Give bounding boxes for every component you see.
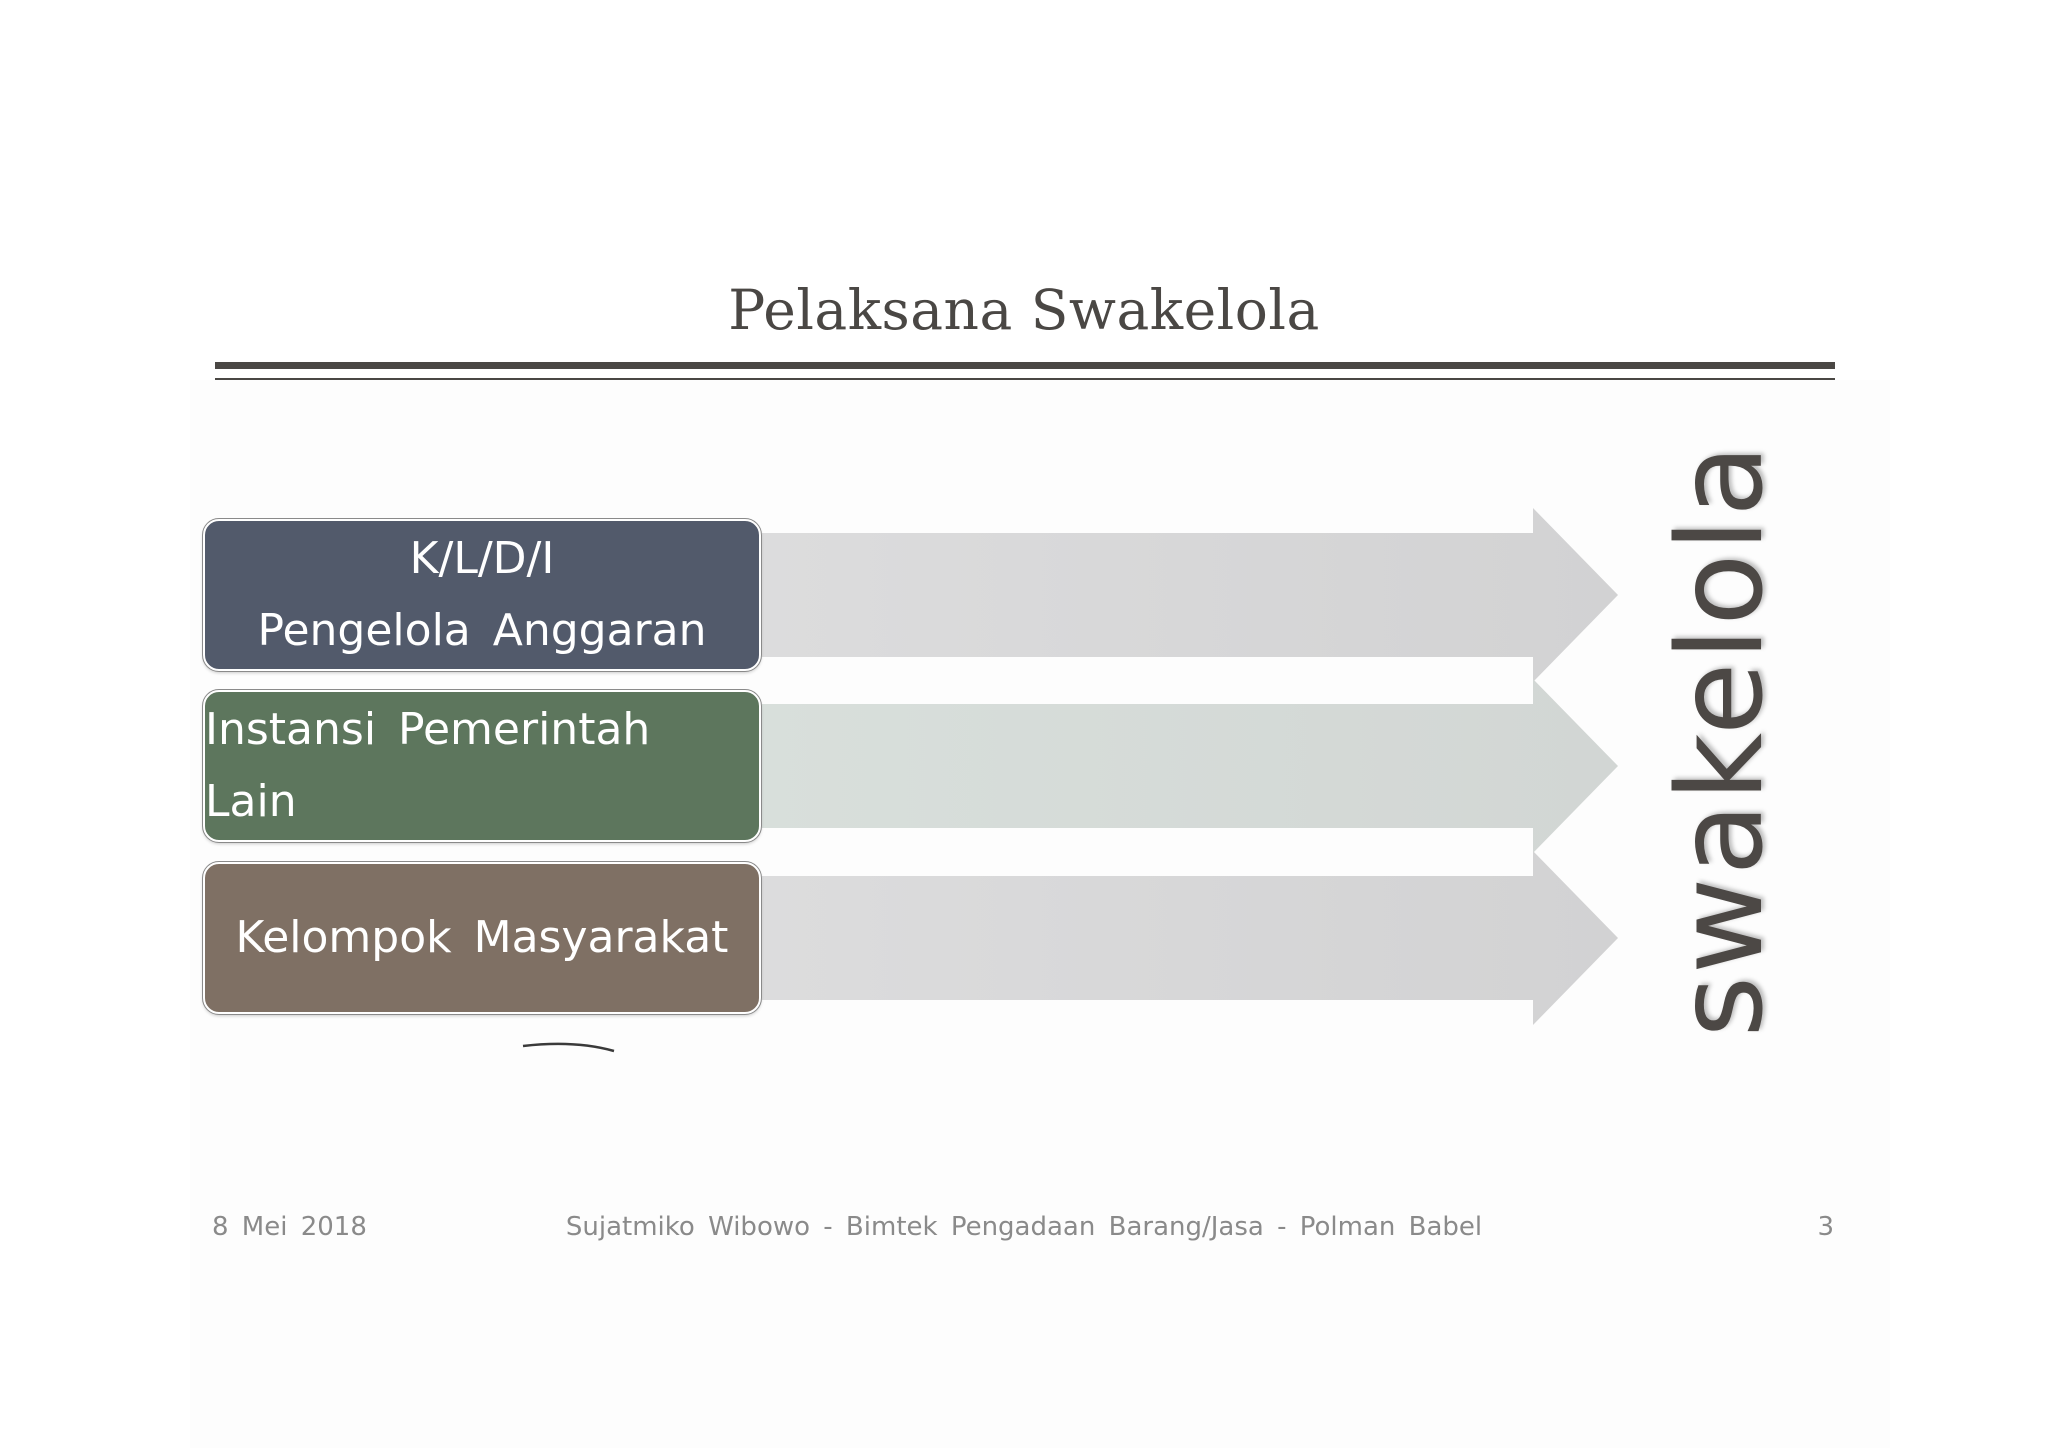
arrow-2: [762, 679, 1618, 853]
kldi-box: [203, 519, 761, 671]
slide-title: Pelaksana Swakelola: [728, 278, 1320, 342]
page-number: 3: [1817, 1212, 1834, 1242]
kelompok-label: Kelompok Masyarakat: [235, 912, 729, 963]
swakelola-label: swakelola: [1651, 442, 1789, 1038]
arrow-3: [762, 851, 1618, 1025]
kldi-label: K/L/D/I: [409, 533, 555, 584]
kelompok-box: [203, 862, 761, 1014]
arrow-1: [762, 508, 1618, 682]
pengelola-anggaran-label: Pengelola Anggaran: [257, 605, 707, 656]
instansi-box: [203, 690, 761, 842]
footer-date: 8 Mei 2018: [212, 1212, 367, 1242]
pen-stroke: [523, 1044, 614, 1051]
instansi-label: Instansi Pemerintah Lain: [205, 704, 651, 827]
footer-center: Sujatmiko Wibowo - Bimtek Pengadaan Barang/Jasa - Polman Babel: [565, 1212, 1483, 1242]
